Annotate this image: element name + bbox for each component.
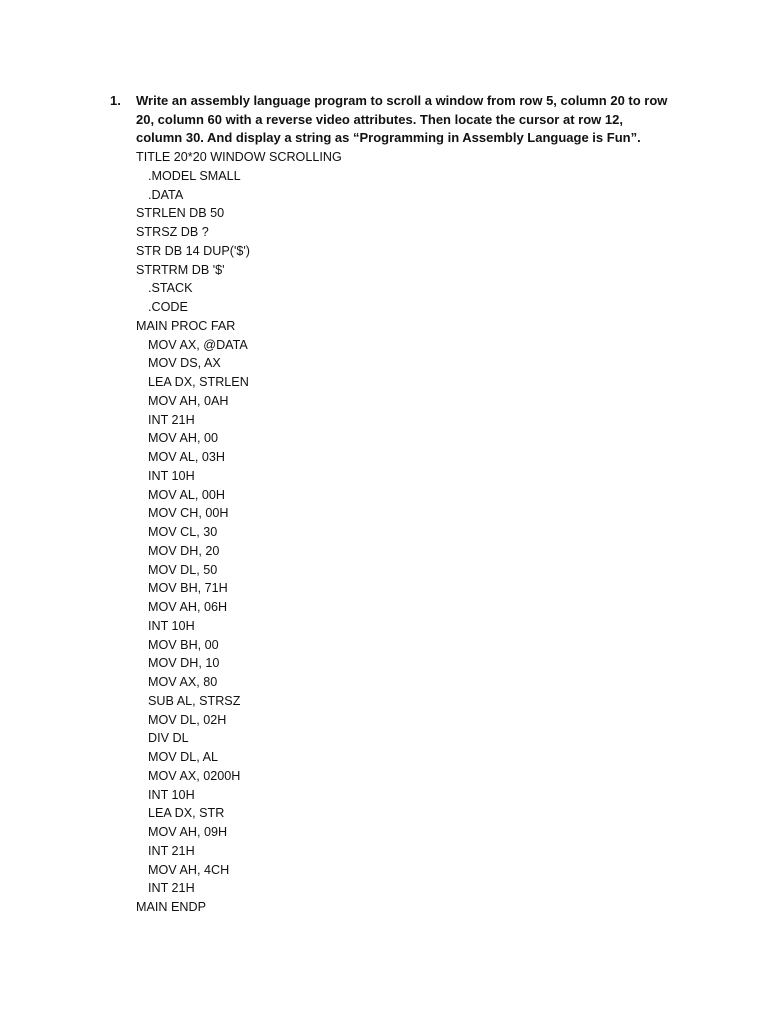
code-line: INT 10H bbox=[148, 787, 195, 802]
code-line: MOV DH, 20 bbox=[148, 543, 220, 558]
code-line: MOV AX, 0200H bbox=[148, 768, 241, 783]
code-line: STRTRM DB '$' bbox=[136, 262, 225, 277]
code-line: DIV DL bbox=[148, 731, 189, 746]
code-line: INT 21H bbox=[148, 412, 195, 427]
code-line: STRLEN DB 50 bbox=[136, 206, 225, 221]
code-line: MOV AH, 09H bbox=[148, 825, 228, 839]
code-line: LEA DX, STR bbox=[148, 806, 225, 821]
code-line: MOV AH, 4CH bbox=[148, 862, 230, 877]
code-line: STRSZ DB ? bbox=[136, 225, 209, 239]
code-line: MOV CL, 30 bbox=[148, 525, 218, 539]
code-line: STR DB 14 DUP('$') bbox=[136, 243, 250, 258]
code-line: .MODEL SMALL bbox=[148, 168, 241, 183]
code-line: INT 21H bbox=[148, 843, 195, 858]
code-line: MAIN ENDP bbox=[136, 900, 206, 914]
code-line: .CODE bbox=[148, 300, 188, 314]
code-line: LEA DX, STRLEN bbox=[148, 375, 249, 389]
code-line: MOV AL, 03H bbox=[148, 450, 225, 464]
code-line: INT 10H bbox=[148, 468, 195, 483]
code-line: MOV AX, 80 bbox=[148, 675, 218, 689]
question-text: Write an assembly language program to scroll a window from row 5, column 20 to row 20, column 60 with a reverse video attributes. Then locate the cursor at row 12, column 30. And display a string as “Programming in Assembly Language is Fun”. bbox=[136, 93, 668, 146]
code-line: MOV BH, 00 bbox=[148, 637, 219, 652]
code-line: MOV AH, 00 bbox=[148, 431, 218, 446]
code-line: .DATA bbox=[148, 187, 184, 202]
code-line: MOV AL, 00H bbox=[148, 487, 225, 502]
code-line: MOV AH, 06H bbox=[148, 600, 228, 614]
code-line: MOV DS, AX bbox=[148, 356, 221, 371]
code-line: MOV BH, 71H bbox=[148, 581, 228, 596]
code-line: MOV CH, 00H bbox=[148, 506, 229, 521]
code-line: SUB AL, STRSZ bbox=[148, 693, 241, 708]
question-number: 1. bbox=[110, 93, 121, 108]
code-line: MOV DL, AL bbox=[148, 750, 218, 764]
code-line: .STACK bbox=[148, 281, 193, 296]
code-line: MOV DH, 10 bbox=[148, 656, 220, 671]
code-line: TITLE 20*20 WINDOW SCROLLING bbox=[136, 150, 342, 164]
code-line: MAIN PROC FAR bbox=[136, 318, 236, 333]
code-line: MOV DL, 50 bbox=[148, 562, 218, 577]
code-line: INT 10H bbox=[148, 618, 195, 633]
code-listing bbox=[136, 148, 636, 917]
code-line: MOV DL, 02H bbox=[148, 712, 227, 727]
code-line: MOV AX, @DATA bbox=[148, 337, 248, 352]
code-line: INT 21H bbox=[148, 881, 195, 896]
code-line: MOV AH, 0AH bbox=[148, 393, 229, 408]
